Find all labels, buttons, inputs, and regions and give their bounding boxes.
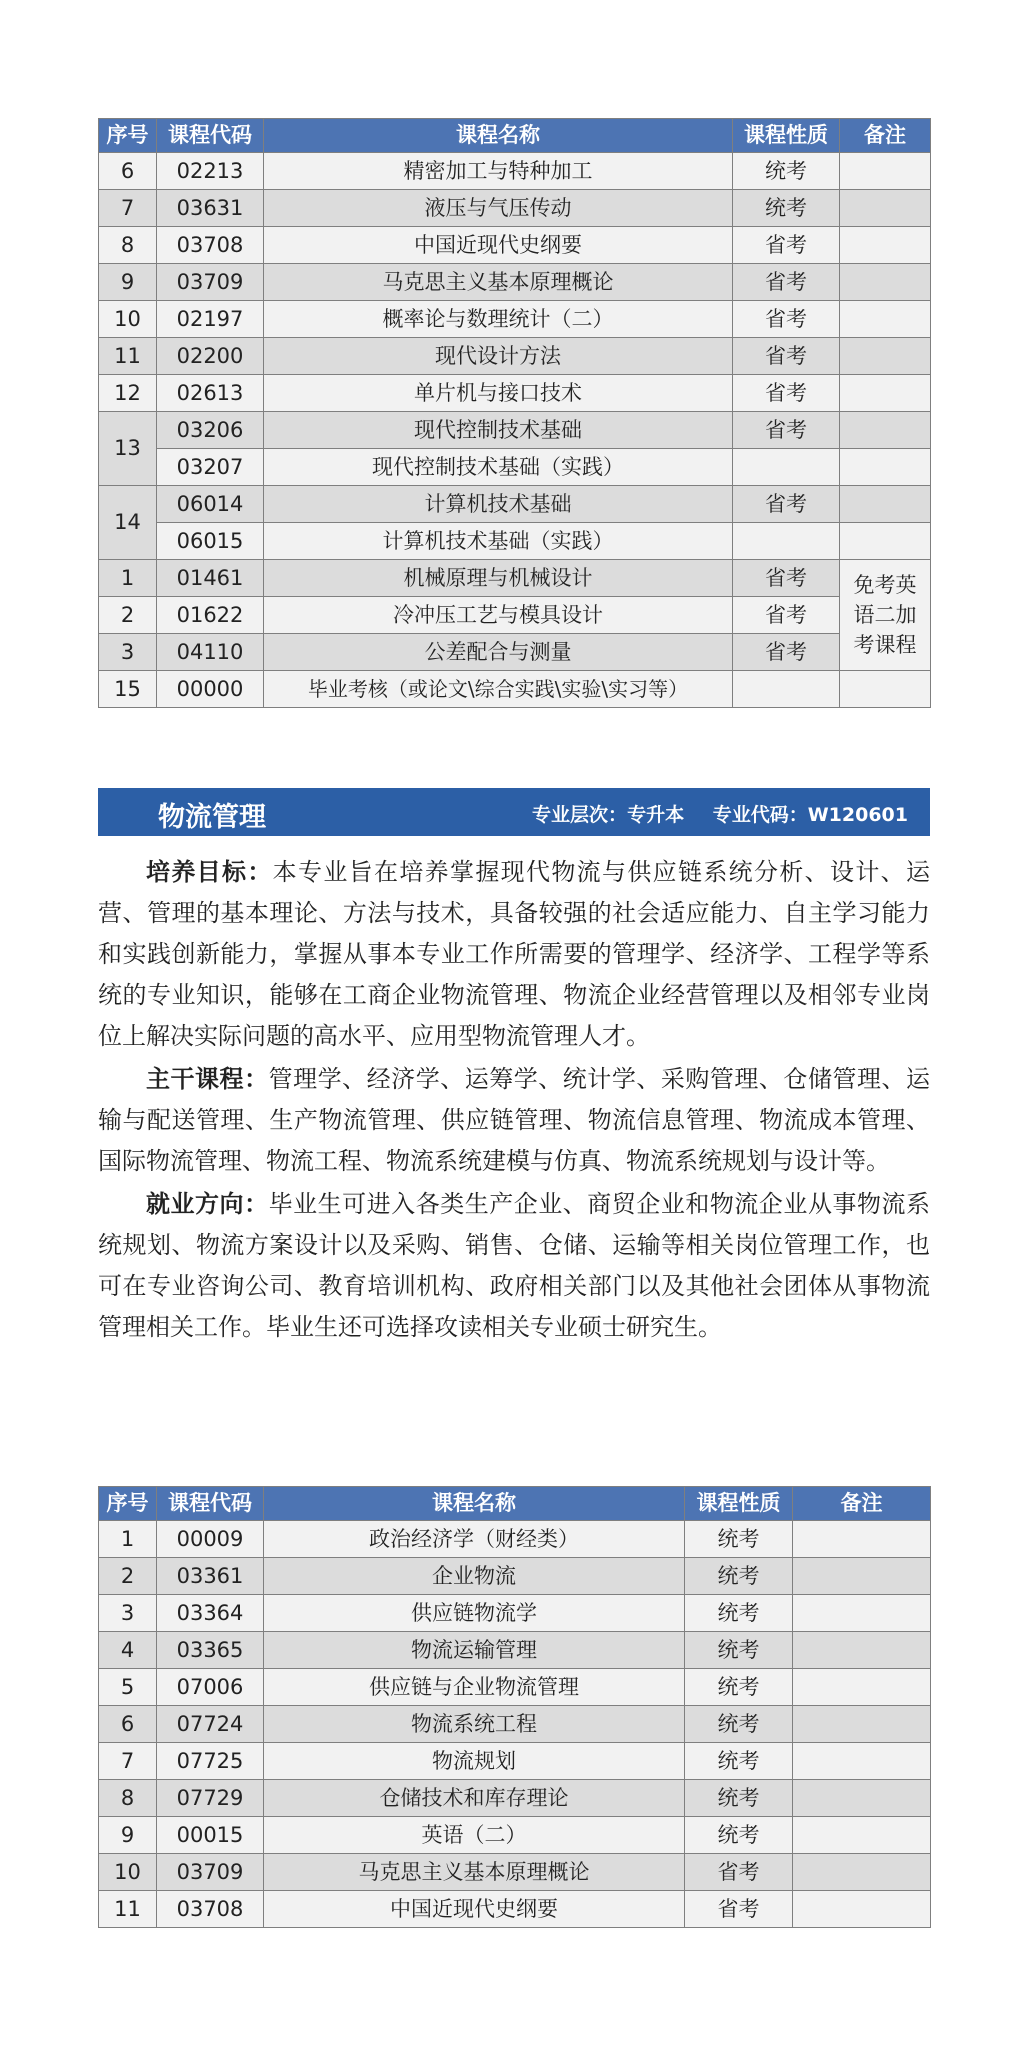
cell-name: 马克思主义基本原理概论 <box>264 264 733 301</box>
cell-type: 统考 <box>685 1817 793 1854</box>
cell-name: 中国近现代史纲要 <box>264 227 733 264</box>
paragraph-text: 本专业旨在培养掌握现代物流与供应链系统分析、设计、运营、管理的基本理论、方法与技术，具备较强的社会适应能力、自主学习能力和实践创新能力，掌握从事本专业工作所需要的管理学、经济学、工程学等系统的专业知识，能够在工商企业物流管理、物流企业经营管理以及相邻专业岗位上解决实际问题的高水平、应用型物流管理人才。 <box>98 858 931 1050</box>
table-row <box>99 449 931 486</box>
cell-type: 省考 <box>733 375 840 412</box>
cell-note <box>793 1521 931 1558</box>
cell-name: 企业物流 <box>264 1558 685 1595</box>
cell-seq: 5 <box>99 1669 157 1706</box>
table-row <box>99 560 931 597</box>
cell-type: 统考 <box>685 1669 793 1706</box>
cell-type: 统考 <box>733 153 840 190</box>
table-row <box>99 1632 931 1669</box>
table-header-row <box>99 1487 931 1521</box>
cell-type <box>733 449 840 486</box>
cell-type: 统考 <box>685 1558 793 1595</box>
cell-code: 07729 <box>157 1780 264 1817</box>
cell-code: 00000 <box>157 671 264 708</box>
cell-code: 02197 <box>157 301 264 338</box>
paragraph-text: 管理学、经济学、运筹学、统计学、采购管理、仓储管理、运输与配送管理、生产物流管理、供应链管理、物流信息管理、物流成本管理、国际物流管理、物流工程、物流系统建模与仿真、物流系统规划与设计等。 <box>98 1065 931 1175</box>
cell-seq: 7 <box>99 1743 157 1780</box>
table-row <box>99 597 931 634</box>
cell-type <box>733 671 840 708</box>
table-row <box>99 1669 931 1706</box>
cell-type: 省考 <box>733 412 840 449</box>
cell-type: 省考 <box>733 486 840 523</box>
cell-seq: 7 <box>99 190 157 227</box>
header-note: 备注 <box>840 119 931 153</box>
table-row <box>99 375 931 412</box>
cell-seq: 12 <box>99 375 157 412</box>
level-label: 专业层次： <box>532 804 628 826</box>
cell-seq: 4 <box>99 1632 157 1669</box>
cell-type: 统考 <box>685 1521 793 1558</box>
cell-seq: 1 <box>99 560 157 597</box>
header-seq: 序号 <box>99 119 157 153</box>
cell-name: 计算机技术基础（实践） <box>264 523 733 560</box>
cell-name: 现代控制技术基础 <box>264 412 733 449</box>
cell-code: 02213 <box>157 153 264 190</box>
cell-name: 供应链物流学 <box>264 1595 685 1632</box>
cell-seq: 8 <box>99 227 157 264</box>
cell-code: 03708 <box>157 1891 264 1928</box>
table-header-row <box>99 119 931 153</box>
table-row <box>99 338 931 375</box>
table-row <box>99 1743 931 1780</box>
cell-code: 02613 <box>157 375 264 412</box>
cell-seq: 15 <box>99 671 157 708</box>
cell-note <box>840 190 931 227</box>
table-row <box>99 1558 931 1595</box>
cell-name: 政治经济学（财经类） <box>264 1521 685 1558</box>
cell-note <box>840 375 931 412</box>
cell-note <box>793 1743 931 1780</box>
cell-note <box>840 449 931 486</box>
cell-note-exempt: 免考英语二加考课程 <box>840 560 931 671</box>
cell-code: 03709 <box>157 264 264 301</box>
header-type: 课程性质 <box>733 119 840 153</box>
cell-note <box>793 1558 931 1595</box>
table-row <box>99 301 931 338</box>
cell-name: 公差配合与测量 <box>264 634 733 671</box>
major-description <box>98 852 930 1348</box>
cell-code: 03709 <box>157 1854 264 1891</box>
table-row <box>99 523 931 560</box>
cell-name: 计算机技术基础 <box>264 486 733 523</box>
paragraph-label: 就业方向： <box>146 1190 269 1218</box>
cell-type: 省考 <box>733 338 840 375</box>
cell-name: 供应链与企业物流管理 <box>264 1669 685 1706</box>
major-meta <box>526 800 908 827</box>
cell-code: 07725 <box>157 1743 264 1780</box>
cell-seq: 2 <box>99 597 157 634</box>
cell-name: 概率论与数理统计（二） <box>264 301 733 338</box>
cell-code: 03361 <box>157 1558 264 1595</box>
cell-type: 省考 <box>685 1891 793 1928</box>
table-row <box>99 1521 931 1558</box>
cell-code: 06014 <box>157 486 264 523</box>
cell-seq: 9 <box>99 1817 157 1854</box>
paragraph-training-goal <box>98 852 930 1057</box>
table-row <box>99 153 931 190</box>
cell-note <box>793 1854 931 1891</box>
cell-type: 统考 <box>685 1595 793 1632</box>
cell-code: 01622 <box>157 597 264 634</box>
cell-type: 统考 <box>685 1706 793 1743</box>
cell-seq: 1 <box>99 1521 157 1558</box>
cell-code: 06015 <box>157 523 264 560</box>
cell-note <box>793 1669 931 1706</box>
cell-note <box>840 153 931 190</box>
course-table-mechanical <box>98 118 931 708</box>
cell-code: 03708 <box>157 227 264 264</box>
course-table-logistics <box>98 1486 931 1928</box>
paragraph-text: 毕业生可进入各类生产企业、商贸企业和物流企业从事物流系统规划、物流方案设计以及采购、销售、仓储、运输等相关岗位管理工作，也可在专业咨询公司、教育培训机构、政府相关部门以及其他社会团体从事物流管理相关工作。毕业生还可选择攻读相关专业硕士研究生。 <box>98 1190 931 1341</box>
cell-name: 物流规划 <box>264 1743 685 1780</box>
cell-code: 03631 <box>157 190 264 227</box>
cell-name: 仓储技术和库存理论 <box>264 1780 685 1817</box>
table-row <box>99 486 931 523</box>
major-section-header <box>98 788 930 836</box>
cell-note <box>793 1780 931 1817</box>
table-row <box>99 634 931 671</box>
cell-name: 现代设计方法 <box>264 338 733 375</box>
cell-seq: 3 <box>99 1595 157 1632</box>
cell-type: 统考 <box>685 1632 793 1669</box>
cell-note <box>793 1891 931 1928</box>
table-row <box>99 1706 931 1743</box>
cell-code: 01461 <box>157 560 264 597</box>
paragraph-label: 培养目标： <box>146 858 273 886</box>
cell-type: 统考 <box>685 1780 793 1817</box>
cell-code: 02200 <box>157 338 264 375</box>
cell-code: 07006 <box>157 1669 264 1706</box>
table-row <box>99 1595 931 1632</box>
paragraph-label: 主干课程： <box>146 1065 269 1093</box>
cell-code: 03207 <box>157 449 264 486</box>
cell-note <box>840 301 931 338</box>
header-note: 备注 <box>793 1487 931 1521</box>
paragraph-career <box>98 1184 930 1348</box>
cell-seq: 14 <box>99 486 157 560</box>
cell-name: 液压与气压传动 <box>264 190 733 227</box>
header-code: 课程代码 <box>157 1487 264 1521</box>
cell-type: 省考 <box>733 227 840 264</box>
cell-type: 省考 <box>733 597 840 634</box>
cell-code: 07724 <box>157 1706 264 1743</box>
cell-seq: 8 <box>99 1780 157 1817</box>
cell-code: 00015 <box>157 1817 264 1854</box>
table-row <box>99 227 931 264</box>
cell-note <box>840 671 931 708</box>
cell-seq: 11 <box>99 338 157 375</box>
cell-note <box>793 1595 931 1632</box>
cell-type: 省考 <box>733 264 840 301</box>
cell-seq: 9 <box>99 264 157 301</box>
cell-name: 中国近现代史纲要 <box>264 1891 685 1928</box>
cell-note <box>840 338 931 375</box>
major-title: 物流管理 <box>158 802 266 833</box>
cell-name: 物流运输管理 <box>264 1632 685 1669</box>
cell-note <box>840 523 931 560</box>
table-row <box>99 190 931 227</box>
cell-type: 省考 <box>733 560 840 597</box>
cell-note <box>793 1706 931 1743</box>
cell-note <box>840 412 931 449</box>
cell-name: 机械原理与机械设计 <box>264 560 733 597</box>
cell-type: 省考 <box>733 301 840 338</box>
level-value: 专升本 <box>627 804 685 826</box>
cell-code: 04110 <box>157 634 264 671</box>
table-row <box>99 1817 931 1854</box>
cell-type: 省考 <box>733 634 840 671</box>
cell-seq: 10 <box>99 1854 157 1891</box>
header-name: 课程名称 <box>264 1487 685 1521</box>
cell-seq: 2 <box>99 1558 157 1595</box>
header-name: 课程名称 <box>264 119 733 153</box>
table-row <box>99 1780 931 1817</box>
cell-seq: 3 <box>99 634 157 671</box>
cell-code: 03364 <box>157 1595 264 1632</box>
table-row <box>99 671 931 708</box>
cell-type: 省考 <box>685 1854 793 1891</box>
cell-code: 03365 <box>157 1632 264 1669</box>
table-row <box>99 1891 931 1928</box>
cell-seq: 10 <box>99 301 157 338</box>
cell-name: 精密加工与特种加工 <box>264 153 733 190</box>
cell-name: 英语（二） <box>264 1817 685 1854</box>
cell-seq: 11 <box>99 1891 157 1928</box>
cell-seq: 13 <box>99 412 157 486</box>
paragraph-main-courses <box>98 1059 930 1182</box>
table-row <box>99 264 931 301</box>
table-row <box>99 1854 931 1891</box>
code-value: W120601 <box>807 804 908 826</box>
cell-note <box>840 227 931 264</box>
cell-code: 03206 <box>157 412 264 449</box>
code-label: 专业代码： <box>712 804 808 826</box>
header-seq: 序号 <box>99 1487 157 1521</box>
cell-note <box>840 486 931 523</box>
cell-name: 物流系统工程 <box>264 1706 685 1743</box>
cell-type: 统考 <box>733 190 840 227</box>
cell-seq: 6 <box>99 1706 157 1743</box>
cell-name: 冷冲压工艺与模具设计 <box>264 597 733 634</box>
cell-type <box>733 523 840 560</box>
cell-name: 现代控制技术基础（实践） <box>264 449 733 486</box>
cell-name: 马克思主义基本原理概论 <box>264 1854 685 1891</box>
cell-seq: 6 <box>99 153 157 190</box>
cell-note <box>793 1817 931 1854</box>
cell-name: 单片机与接口技术 <box>264 375 733 412</box>
cell-note <box>840 264 931 301</box>
header-type: 课程性质 <box>685 1487 793 1521</box>
cell-name: 毕业考核（或论文\综合实践\实验\实习等） <box>264 671 733 708</box>
table-row <box>99 412 931 449</box>
header-code: 课程代码 <box>157 119 264 153</box>
cell-code: 00009 <box>157 1521 264 1558</box>
cell-type: 统考 <box>685 1743 793 1780</box>
cell-note <box>793 1632 931 1669</box>
